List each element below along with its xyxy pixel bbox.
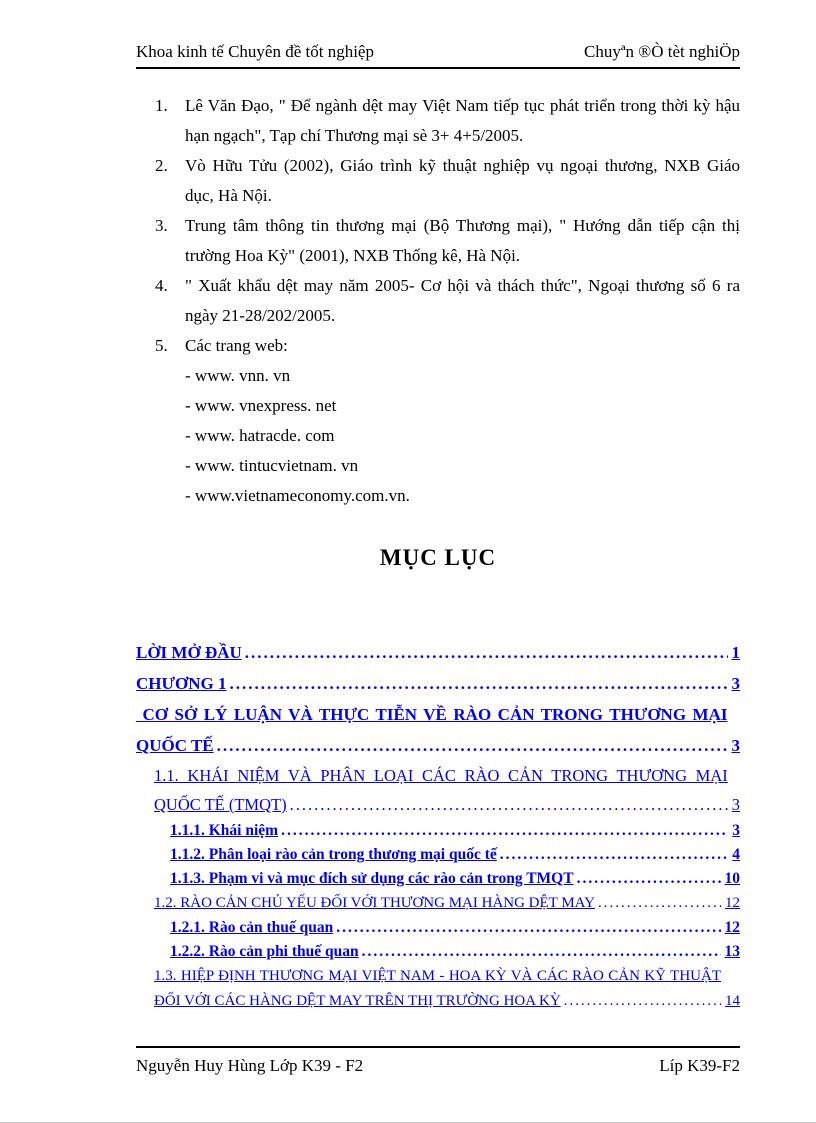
toc-entry-label[interactable]: 1.1.1. Khái niệm .....	[170, 819, 728, 843]
header-right-text: Chuyªn ®Ò tèt nghiÖp	[584, 42, 740, 61]
toc-entry-page[interactable]: 3	[731, 674, 740, 693]
toc-entry-page[interactable]: 12	[725, 895, 740, 911]
toc-entry-page[interactable]: 3	[732, 822, 740, 839]
website-item: - www. vnexpress. net	[185, 396, 337, 415]
toc-entry-label[interactable]: 1.2. RÀO CẢN CHỦ YẾU ĐỐI VỚI THƯƠNG MẠI HÀNG DỆT MAY .....	[154, 891, 721, 916]
website-item: - www.vietnameconomy.com.vn.	[185, 486, 410, 505]
reference-item	[136, 91, 740, 151]
toc-list	[136, 637, 740, 1014]
reference-number: 4.	[155, 276, 168, 295]
references-list	[136, 91, 740, 361]
toc-entry[interactable]	[154, 761, 740, 819]
toc-entry[interactable]	[170, 916, 740, 940]
website-item: - www. vnn. vn	[185, 366, 291, 385]
footer-right-text: Líp K39-F2	[659, 1056, 740, 1075]
toc-entry-label[interactable]: CƠ SỞ LÝ LUẬN VÀ THỰC TIỄN VỀ RÀO CẢN TRONG THƯƠNG MẠI QUỐC TẾ .....	[136, 699, 728, 761]
reference-item	[136, 151, 740, 211]
reference-number: 5.	[155, 336, 168, 355]
toc-entry-label[interactable]: LỜI MỞ ĐẦU .....	[136, 637, 728, 668]
toc-entry-page[interactable]: 4	[732, 846, 740, 863]
toc-entry-label[interactable]: 1.2.2. Rào cản phi thuế quan .....	[170, 940, 721, 964]
page-footer	[136, 1046, 740, 1076]
websites-list	[136, 361, 740, 511]
toc-entry[interactable]	[154, 964, 740, 1014]
toc-entry-label[interactable]: 1.2.1. Rào cản thuế quan .....	[170, 916, 721, 940]
reference-item	[136, 211, 740, 271]
reference-number: 2.	[155, 156, 168, 175]
reference-item	[136, 271, 740, 331]
toc-entry[interactable]	[170, 843, 740, 867]
reference-text: " Xuất khẩu dệt may năm 2005- Cơ hội và thách thức", Ngoại thương số 6 ra ngày 21-28/202/2005.	[185, 276, 740, 325]
toc-entry[interactable]	[154, 891, 740, 916]
reference-number: 3.	[155, 216, 168, 235]
toc-entry-label[interactable]: 1.1. KHÁI NIỆM VÀ PHÂN LOẠI CÁC RÀO CẢN TRONG THƯƠNG MẠI QUỐC TẾ (TMQT) .....	[154, 761, 728, 819]
toc-entry-page[interactable]: 3	[731, 795, 740, 814]
toc-entry-label[interactable]: 1.1.3. Phạm vi và mục đích sử dụng các rào cản trong TMQT .....	[170, 867, 721, 891]
toc-entry-label[interactable]: 1.3. HIỆP ĐỊNH THƯƠNG MẠI VIỆT NAM - HOA KỲ VÀ CÁC RÀO CẢN KỸ THUẬT ĐỐI VỚI CÁC HÀNG DỆT MAY TRÊN THỊ TRƯỜNG HOA KỲ .....	[154, 964, 721, 1014]
reference-number: 1.	[155, 96, 168, 115]
reference-text: Lê Văn Đạo, " Để ngành dệt may Việt Nam tiếp tục phát triển trong thời kỳ hậu hạn ngạch", Tạp chí Thương mại sè 3+ 4+5/2005.	[185, 96, 740, 145]
toc-entry[interactable]	[136, 637, 740, 668]
reference-text: Các trang web:	[185, 336, 288, 355]
toc-entry-page[interactable]: 12	[724, 919, 740, 936]
toc-entry-page[interactable]: 13	[724, 943, 740, 960]
toc-entry-label[interactable]: CHƯƠNG 1 .....	[136, 668, 728, 699]
header-left-text: Khoa kinh tế Chuyên đề tốt nghiệp	[136, 42, 374, 61]
toc-entry[interactable]	[136, 699, 740, 761]
toc-entry-page[interactable]: 1	[731, 643, 740, 662]
toc-entry-page[interactable]: 10	[724, 870, 740, 887]
toc-entry[interactable]	[136, 668, 740, 699]
page-header	[136, 0, 740, 69]
reference-text: Vò Hữu Tửu (2002), Giáo trình kỹ thuật nghiệp vụ ngoại thương, NXB Giáo dục, Hà Nội.	[185, 156, 740, 205]
toc-entry[interactable]	[170, 867, 740, 891]
website-item: - www. hatracde. com	[185, 426, 335, 445]
toc-entry-label[interactable]: 1.1.2. Phân loại rào cản trong thương mại quốc tế .....	[170, 843, 728, 867]
toc-entry[interactable]	[170, 940, 740, 964]
toc-entry-page[interactable]: 3	[731, 736, 740, 755]
document-content	[136, 0, 740, 1014]
reference-text: Trung tâm thông tin thương mại (Bộ Thương mại), " Hướng dẫn tiếp cận thị trường Hoa Kỳ" (2001), NXB Thống kê, Hà Nội.	[185, 216, 740, 265]
footer-left-text: Nguyễn Huy Hùng Lớp K39 - F2	[136, 1056, 364, 1075]
toc-title: MỤC LỤC	[379, 545, 497, 570]
toc-entry[interactable]	[170, 819, 740, 843]
website-item: - www. tintucvietnam. vn	[185, 456, 359, 475]
toc-entry-page[interactable]: 14	[725, 993, 740, 1009]
reference-item	[136, 331, 740, 361]
